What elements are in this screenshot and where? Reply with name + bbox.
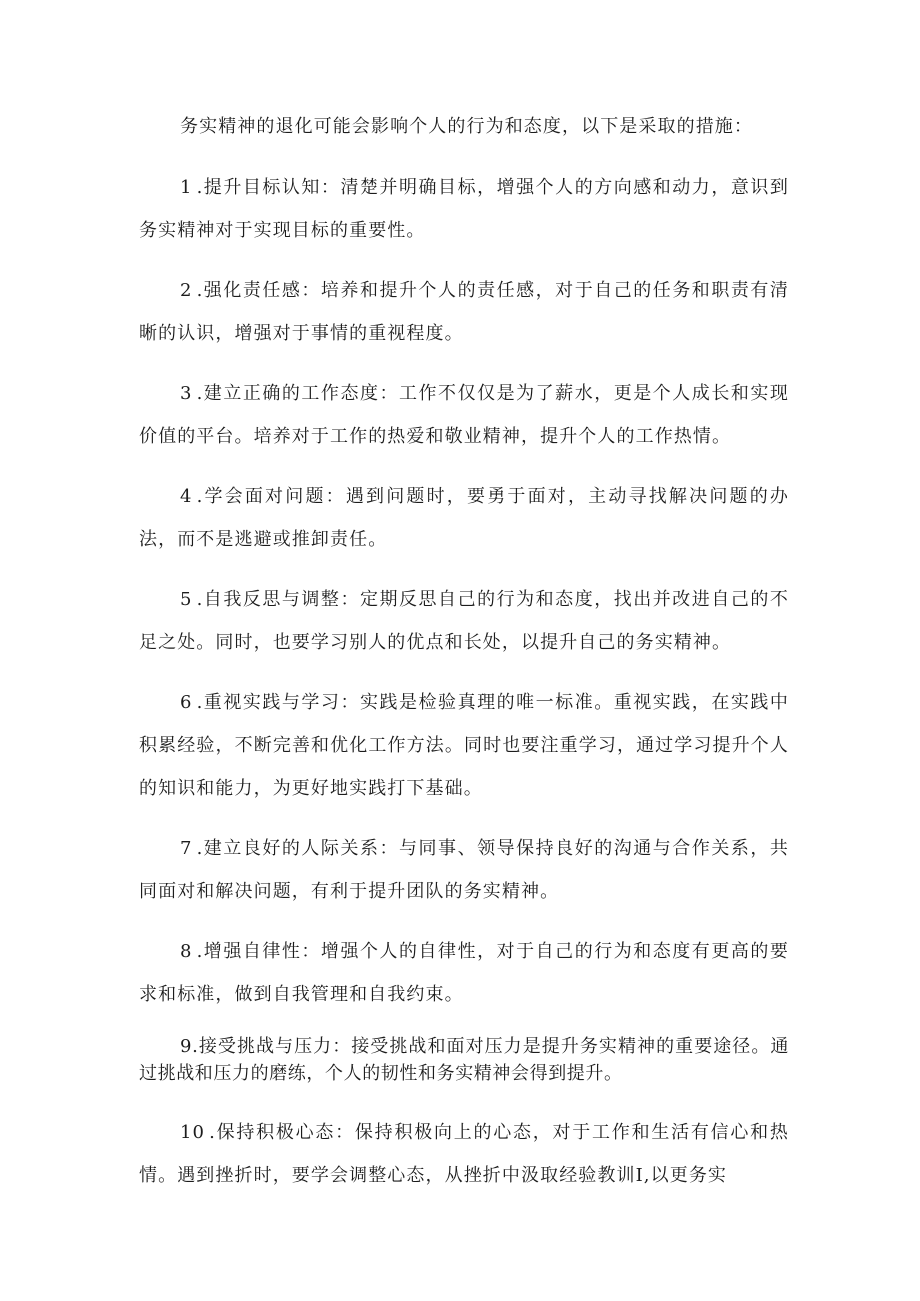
item-text: .接受挑战与压力：接受挑战和面对压力是提升务实精神的重要途径。通过挑战和压力的磨练，个人的韧性和务实精神会得到提升。 [139,1036,789,1084]
item-number: 3 [180,383,193,404]
item-number: 2 [180,280,193,301]
list-item [139,166,789,252]
item-number: 9 [180,1036,193,1057]
item-number: 8 [180,941,193,962]
list-item [139,269,789,355]
item-text: .提升目标认知：清楚并明确目标，增强个人的方向感和动力，意识到务实精神对于实现目标的重要性。 [139,177,789,241]
item-text: .强化责任感：培养和提升个人的责任感，对于自己的任务和职责有清晰的认识，增强对于事情的重视程度。 [139,280,789,344]
item-text: .学会面对问题：遇到问题时，要勇于面对，主动寻找解决问题的办法，而不是逃避或推卸责任。 [139,486,789,550]
item-text: .建立良好的人际关系：与同事、领导保持良好的沟通与合作关系，共同面对和解决问题，有利于提升团队的务实精神。 [139,838,789,902]
list-item [139,372,789,458]
list-item [139,578,789,664]
item-text: .增强自律性：增强个人的自律性，对于自己的行为和态度有更高的要求和标准，做到自我管理和自我约束。 [139,941,789,1005]
item-number: 4 [180,486,193,507]
item-text: .重视实践与学习：实践是检验真理的唯一标准。重视实践，在实践中积累经验，不断完善和优化工作方法。同时也要注重学习，通过学习提升个人的知识和能力，为更好地实践打下基础。 [139,692,789,799]
item-text: .保持积极心态：保持积极向上的心态，对于工作和生活有信心和热情。遇到挫折时，要学会调整心态，从挫折中汲取经验教训I,以更务实 [139,1122,789,1186]
item-text: .自我反思与调整：定期反思自己的行为和态度，找出并改进自己的不足之处。同时，也要学习别人的优点和长处，以提升自己的务实精神。 [139,589,789,653]
item-number: 1 [180,177,193,198]
item-text: .建立正确的工作态度：工作不仅仅是为了薪水，更是个人成长和实现价值的平台。培养对于工作的热爱和敬业精神，提升个人的工作热情。 [139,383,789,447]
intro-paragraph: 务实精神的退化可能会影响个人的行为和态度，以下是采取的措施： [180,116,753,137]
list-item [139,1033,789,1087]
item-number: 10 [180,1122,206,1143]
item-number: 6 [180,692,193,713]
document-body [139,108,789,1214]
list-item [139,930,789,1016]
list-item [139,1111,789,1197]
list-item [139,475,789,561]
item-number: 7 [180,838,193,859]
list-item [139,681,789,810]
item-number: 5 [180,589,193,610]
list-item [139,827,789,913]
